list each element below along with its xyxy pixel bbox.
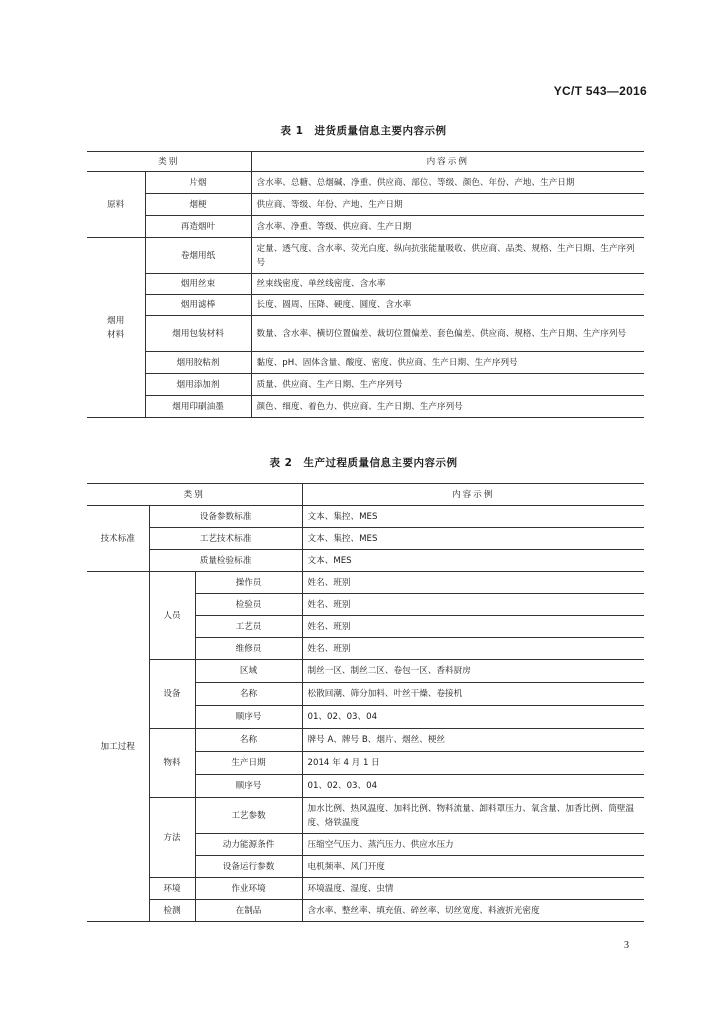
table-row — [87, 374, 644, 396]
group-label: 烟用 材料 — [87, 238, 145, 418]
subcategory: 烟用滤棒 — [145, 295, 251, 316]
subgroup-label: 检测 — [149, 900, 195, 922]
table-row — [87, 194, 644, 216]
table-row — [87, 238, 644, 274]
subgroup-label: 物料 — [149, 729, 195, 798]
content-cell: 环境温度、湿度、虫情 — [302, 878, 644, 900]
subcategory: 烟用包装材料 — [145, 316, 251, 352]
content-cell: 姓名、班别 — [302, 638, 644, 660]
content-cell: 01、02、03、04 — [302, 706, 644, 729]
table-row — [87, 274, 644, 295]
table-header-row — [87, 484, 644, 506]
subcategory: 烟用印刷油墨 — [145, 396, 251, 418]
item-name: 工艺技术标准 — [149, 528, 302, 550]
header-content: 内容示例 — [302, 484, 644, 506]
content-cell: 含水率、整丝率、填充值、碎丝率、切丝宽度、料液折光密度 — [302, 900, 644, 922]
table-row — [87, 396, 644, 418]
table-row — [87, 660, 644, 683]
table-row — [87, 352, 644, 374]
table-row — [87, 528, 644, 550]
table-row — [87, 550, 644, 572]
item-name: 名称 — [195, 729, 302, 752]
page-number: 3 — [624, 940, 629, 951]
subcategory: 烟用丝束 — [145, 274, 251, 295]
table1-incoming-quality — [87, 151, 644, 418]
table-row — [87, 798, 644, 834]
table-row — [87, 506, 644, 528]
content-cell: 质量、供应商、生产日期、生产序列号 — [251, 374, 644, 396]
content-cell: 电机频率、风门开度 — [302, 856, 644, 878]
content-cell: 2014 年 4 月 1 日 — [302, 752, 644, 775]
group-label: 技术标准 — [87, 506, 149, 572]
content-cell: 姓名、班别 — [302, 572, 644, 594]
content-cell: 文本、MES — [302, 550, 644, 572]
standard-code: YC/T 543—2016 — [553, 84, 647, 98]
content-cell: 长度、圆周、压降、硬度、圆度、含水率 — [251, 295, 644, 316]
content-cell: 姓名、班别 — [302, 594, 644, 616]
subcategory: 卷烟用纸 — [145, 238, 251, 274]
content-cell: 压缩空气压力、蒸汽压力、供应水压力 — [302, 834, 644, 856]
group-label: 加工过程 — [87, 572, 149, 922]
content-cell: 姓名、班别 — [302, 616, 644, 638]
content-cell: 丝束线密度、单丝线密度、含水率 — [251, 274, 644, 295]
table-row — [87, 316, 644, 352]
content-cell: 松散回潮、筛分加料、叶丝干燥、卷接机 — [302, 683, 644, 706]
subgroup-label: 方法 — [149, 798, 195, 878]
item-name: 区域 — [195, 660, 302, 683]
header-content: 内容示例 — [251, 152, 644, 172]
item-name: 生产日期 — [195, 752, 302, 775]
item-name: 作业环境 — [195, 878, 302, 900]
content-cell: 牌号 A、牌号 B、烟片、烟丝、梗丝 — [302, 729, 644, 752]
item-name: 检验员 — [195, 594, 302, 616]
subcategory: 再造烟叶 — [145, 216, 251, 238]
table-row — [87, 729, 644, 752]
item-name: 在制品 — [195, 900, 302, 922]
group-label: 原料 — [87, 172, 145, 238]
subcategory: 烟用胶粘剂 — [145, 352, 251, 374]
table1-title: 表 1 进货质量信息主要内容示例 — [280, 125, 447, 137]
content-cell: 颜色、细度、着色力、供应商、生产日期、生产序列号 — [251, 396, 644, 418]
header-category: 类别 — [87, 152, 251, 172]
item-name: 设备运行参数 — [195, 856, 302, 878]
content-cell: 加水比例、热风温度、加料比例、物料流量、卸料罩压力、氧含量、加香比例、筒壁温度、烙铁温度 — [302, 798, 644, 834]
content-cell: 定量、透气度、含水率、荧光白度、纵向抗张能量吸收、供应商、品类、规格、生产日期、生产序列号 — [251, 238, 644, 274]
item-name: 操作员 — [195, 572, 302, 594]
table-row — [87, 216, 644, 238]
subgroup-label: 人员 — [149, 572, 195, 660]
subgroup-label: 设备 — [149, 660, 195, 729]
content-cell: 文本、集控、MES — [302, 506, 644, 528]
item-name: 维修员 — [195, 638, 302, 660]
table-row — [87, 295, 644, 316]
content-cell: 01、02、03、04 — [302, 775, 644, 798]
subcategory: 片烟 — [145, 172, 251, 194]
header-category: 类别 — [87, 484, 302, 506]
table-row — [87, 900, 644, 922]
content-cell: 含水率、总糖、总烟碱、净重、供应商、部位、等级、颜色、年份、产地、生产日期 — [251, 172, 644, 194]
table-row — [87, 572, 644, 594]
content-cell: 文本、集控、MES — [302, 528, 644, 550]
subcategory: 烟梗 — [145, 194, 251, 216]
item-name: 顺序号 — [195, 706, 302, 729]
table2-process-quality — [87, 483, 644, 922]
item-name: 工艺员 — [195, 616, 302, 638]
item-name: 名称 — [195, 683, 302, 706]
subgroup-label: 环境 — [149, 878, 195, 900]
table-header-row — [87, 152, 644, 172]
content-cell: 供应商、等级、年份、产地、生产日期 — [251, 194, 644, 216]
content-cell: 数量、含水率、横切位置偏差、裁切位置偏差、套色偏差、供应商、规格、生产日期、生产序列号 — [251, 316, 644, 352]
item-name: 动力能源条件 — [195, 834, 302, 856]
item-name: 顺序号 — [195, 775, 302, 798]
table-row — [87, 172, 644, 194]
item-name: 质量检验标准 — [149, 550, 302, 572]
content-cell: 黏度、pH、固体含量、酸度、密度、供应商、生产日期、生产序列号 — [251, 352, 644, 374]
table2-title: 表 2 生产过程质量信息主要内容示例 — [269, 457, 458, 469]
table-row — [87, 878, 644, 900]
content-cell: 制丝一区、制丝二区、卷包一区、香料厨房 — [302, 660, 644, 683]
subcategory: 烟用添加剂 — [145, 374, 251, 396]
content-cell: 含水率、净重、等级、供应商、生产日期 — [251, 216, 644, 238]
item-name: 设备参数标准 — [149, 506, 302, 528]
item-name: 工艺参数 — [195, 798, 302, 834]
